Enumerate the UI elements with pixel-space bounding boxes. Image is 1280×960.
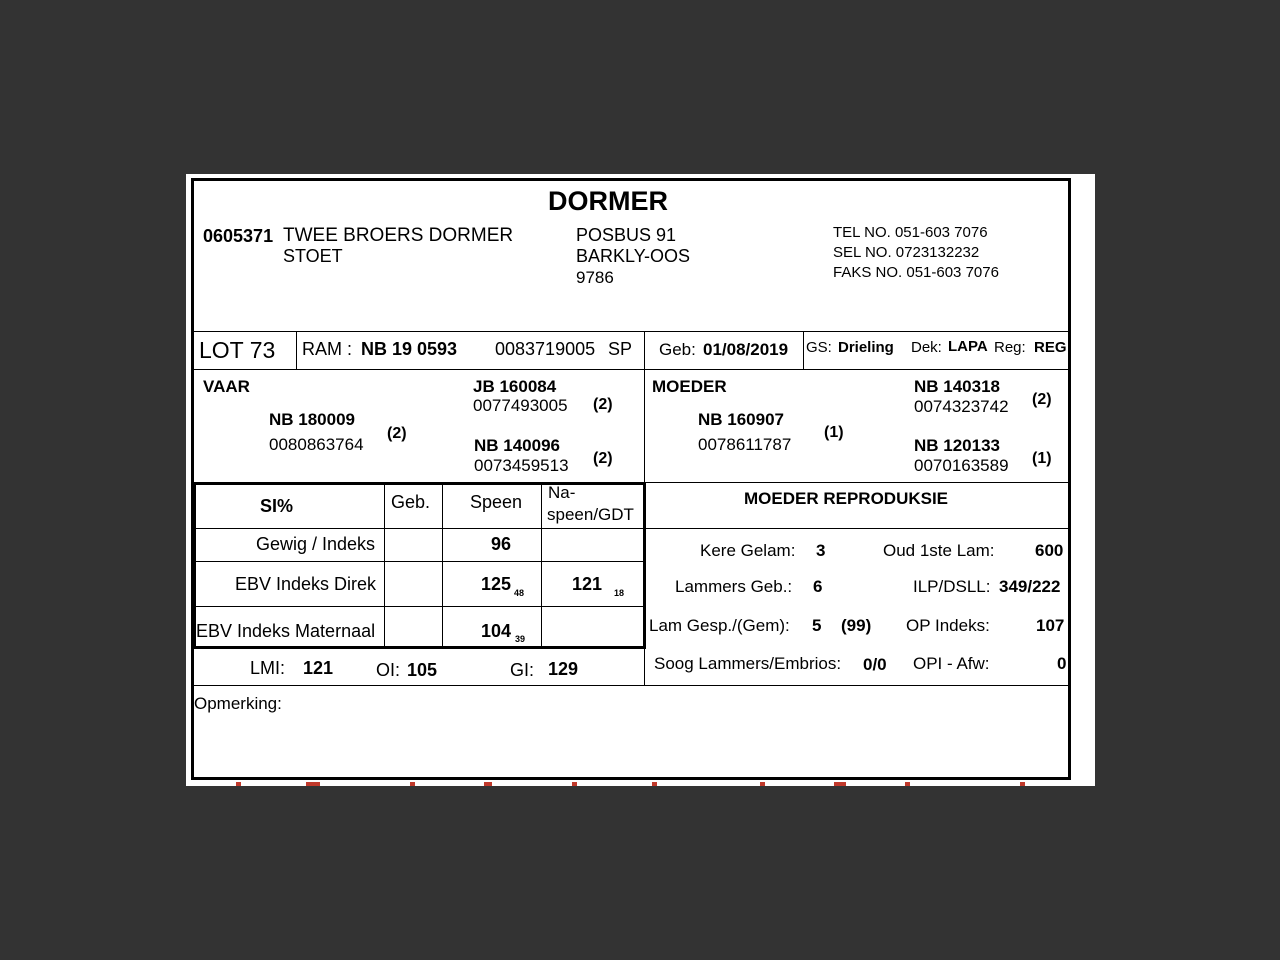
tel-number: TEL NO. 051-603 7076: [833, 224, 988, 241]
gi-label: GI:: [510, 660, 535, 680]
gs-label: GS:: [806, 339, 832, 356]
decorative-mark: [652, 782, 657, 786]
dam-sire-id: NB 140318: [914, 377, 1001, 396]
oud-1ste-lam-label: Oud 1ste Lam:: [883, 541, 995, 560]
lmi-label: LMI:: [250, 658, 286, 678]
sel-number: SEL NO. 0723132232: [833, 244, 980, 261]
ebv-maternaal-speen-value: 104: [481, 621, 512, 641]
gewig-speen-value: 96: [491, 534, 512, 554]
breed-title: DORMER: [548, 186, 668, 216]
decorative-mark: [1020, 782, 1025, 786]
dam-registration: 0078611787: [698, 435, 792, 454]
dam-dam-id: NB 120133: [914, 436, 1001, 455]
naspeen-header-line2: speen/GDT: [547, 505, 634, 524]
lmi-value: 121: [303, 658, 334, 678]
sire-dam-registration: 0073459513: [474, 456, 569, 475]
sire-count: (2): [387, 425, 407, 442]
ram-code: SP: [608, 339, 633, 359]
breeder-number: 0605371: [203, 226, 274, 246]
reg-value: REG: [1034, 339, 1067, 356]
ebv-direk-speen-accuracy: 48: [514, 588, 525, 598]
dam-dam-count: (1): [1032, 450, 1052, 467]
decorative-mark: [834, 782, 846, 786]
divider: [646, 482, 1070, 483]
faks-number: FAKS NO. 051-603 7076: [833, 264, 999, 281]
lam-gesp-value: 5: [812, 616, 822, 635]
geb-header: Geb.: [391, 492, 431, 512]
divider: [296, 331, 297, 369]
opi-afw-value: 0: [1057, 654, 1067, 673]
opi-afw-label: OPI - Afw:: [913, 654, 990, 673]
sire-sire-id: JB 160084: [473, 377, 557, 396]
gs-value: Drieling: [838, 339, 894, 356]
divider: [193, 561, 644, 562]
divider: [193, 606, 644, 607]
table-border: [193, 646, 646, 649]
decorative-mark: [484, 782, 492, 786]
ram-registration: 0083719005: [495, 339, 596, 359]
address-line1: POSBUS 91: [576, 225, 677, 245]
stud-name-line2: STOET: [283, 246, 343, 266]
decorative-mark: [905, 782, 910, 786]
ebv-direk-speen-value: 125: [481, 574, 512, 594]
gi-value: 129: [548, 659, 579, 679]
op-indeks-value: 107: [1036, 616, 1065, 635]
decorative-mark: [306, 782, 320, 786]
divider: [442, 482, 443, 646]
divider: [193, 369, 1070, 370]
op-indeks-label: OP Indeks:: [906, 616, 990, 635]
sire-dam-count: (2): [593, 450, 613, 467]
ram-id: NB 19 0593: [361, 339, 458, 359]
si-header: SI%: [260, 496, 294, 516]
oi-value: 105: [407, 660, 438, 680]
address-line3: 9786: [576, 268, 614, 287]
decorative-mark: [410, 782, 415, 786]
lot-number: LOT 73: [199, 337, 276, 363]
sire-dam-id: NB 140096: [474, 436, 561, 455]
ebv-maternaal-speen-accuracy: 39: [515, 634, 526, 644]
reg-label: Reg:: [994, 339, 1026, 356]
divider: [193, 331, 1070, 332]
reproduction-title: MOEDER REPRODUKSIE: [744, 489, 949, 508]
soog-lammers-value: 0/0: [863, 655, 887, 674]
speen-header: Speen: [470, 492, 523, 512]
decorative-mark: [572, 782, 577, 786]
sire-sire-registration: 0077493005: [473, 396, 568, 415]
ilp-dsll-label: ILP/DSLL:: [913, 577, 991, 596]
dam-sire-count: (2): [1032, 391, 1052, 408]
ebv-direk-naspeen-value: 121: [572, 574, 603, 594]
divider: [384, 482, 385, 646]
dam-count: (1): [824, 424, 844, 441]
sire-registration: 0080863764: [269, 435, 364, 454]
ilp-dsll-value: 349/222: [999, 577, 1061, 596]
row-label-ebv-direk: EBV Indeks Direk: [235, 574, 377, 594]
sire-id: NB 180009: [269, 410, 356, 429]
table-border: [193, 482, 646, 485]
dek-value: LAPA: [948, 338, 988, 355]
stud-name-line1: TWEE BROERS DORMER: [283, 225, 514, 246]
birth-date: 01/08/2019: [703, 340, 789, 359]
table-border: [643, 482, 646, 649]
birth-label: Geb:: [659, 340, 696, 359]
naspeen-header-line1: Na-: [548, 483, 576, 502]
ebv-direk-naspeen-accuracy: 18: [614, 588, 625, 598]
lammers-geb-value: 6: [813, 577, 823, 596]
sire-section-label: VAAR: [203, 377, 250, 396]
dam-sire-registration: 0074323742: [914, 397, 1009, 416]
oud-1ste-lam-value: 600: [1035, 541, 1064, 560]
lam-gesp-average: (99): [841, 616, 872, 635]
lam-gesp-label: Lam Gesp./(Gem):: [649, 616, 790, 635]
divider: [193, 685, 1070, 686]
kere-gelam-label: Kere Gelam:: [700, 541, 796, 560]
dam-section-label: MOEDER: [652, 377, 727, 396]
dam-dam-registration: 0070163589: [914, 456, 1009, 475]
decorative-mark: [236, 782, 241, 786]
lammers-geb-label: Lammers Geb.:: [675, 577, 793, 596]
soog-lammers-label: Soog Lammers/Embrios:: [654, 654, 842, 673]
sire-sire-count: (2): [593, 396, 613, 413]
address-line2: BARKLY-OOS: [576, 246, 691, 266]
decorative-mark: [760, 782, 765, 786]
divider: [193, 528, 1070, 529]
divider: [803, 331, 804, 369]
dam-id: NB 160907: [698, 410, 785, 429]
oi-label: OI:: [376, 660, 401, 680]
row-label-ebv-maternaal: EBV Indeks Maternaal: [196, 621, 376, 641]
kere-gelam-value: 3: [816, 541, 826, 560]
dek-label: Dek:: [911, 339, 942, 356]
divider: [541, 482, 542, 646]
ram-label: RAM :: [302, 339, 353, 359]
remarks-label: Opmerking:: [194, 694, 282, 713]
row-label-gewig: Gewig / Indeks: [256, 534, 376, 554]
